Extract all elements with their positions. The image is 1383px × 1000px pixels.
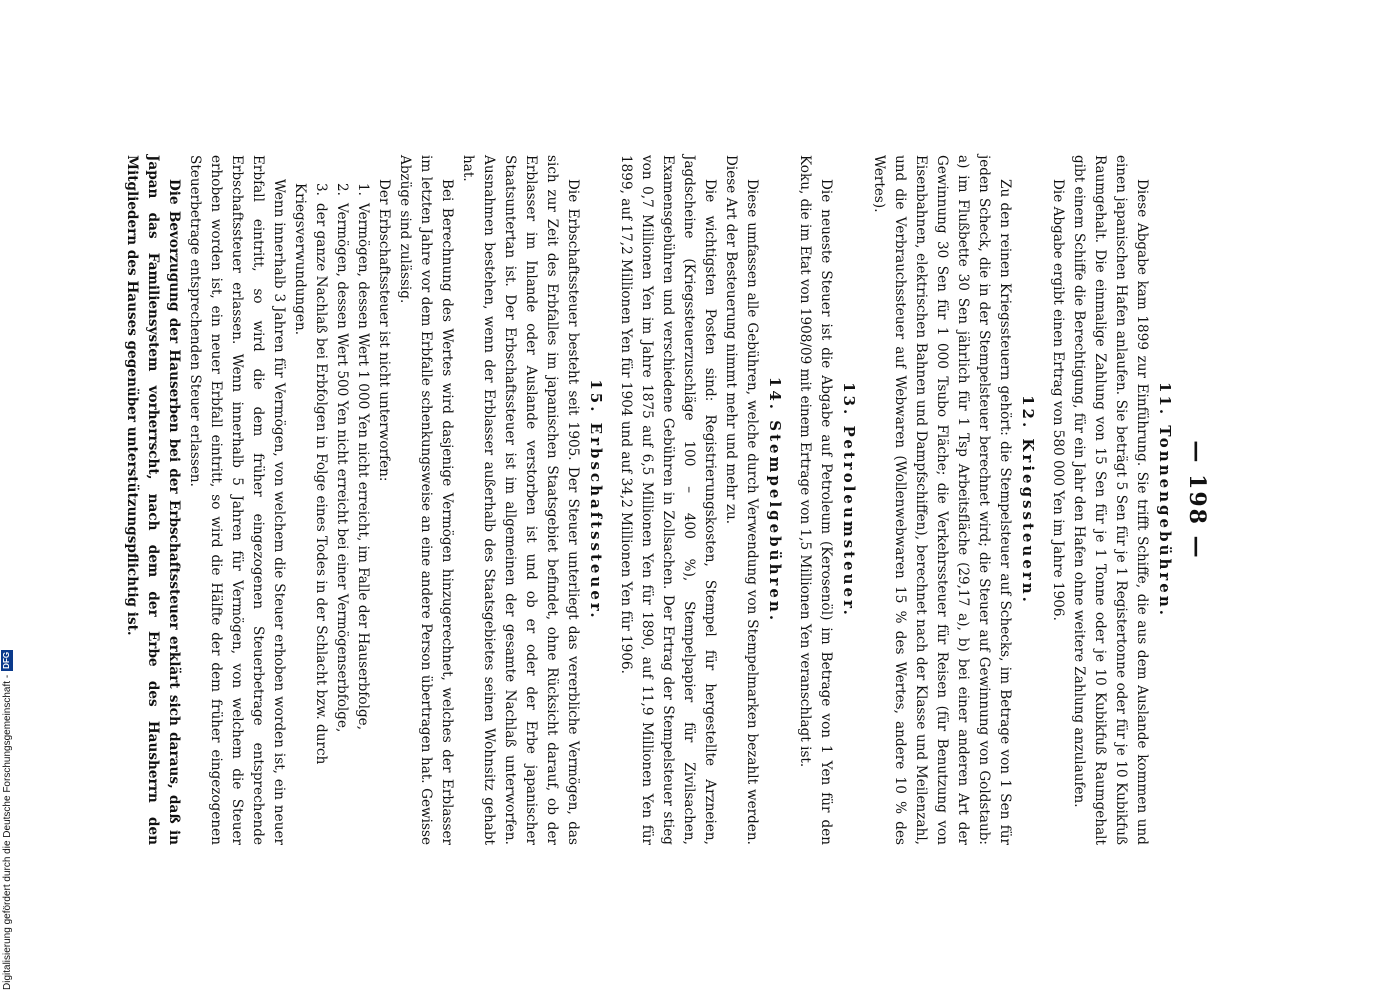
paragraph: Die Erbschaftssteuer besteht seit 1905. Der Steuer unterliegt das vererbliche Vermögen, das sich zur Zeit des Erbfalles im japanischen Staatsgebiet befindet, ohne Rücksicht darauf, ob der Erblasser im Inlande oder Auslande verstorben ist und ob er oder der Erbe japanischer Staatsuntertan ist. Der Erbschaftssteuer ist im allgemeinen der gesamte Nachlaß unterworfen. Ausnahmen bestehen, wenn der Erblasser außerhalb des Staatsgebietes seinen Wohnsitz gehabt hat. (460, 155, 581, 845)
list-text: Vermögen, dessen Wert 1 000 Yen nicht erreicht, im Falle der Hauserbfolge, (355, 203, 371, 731)
list-item (331, 183, 352, 845)
paragraph: Zu den reinen Kriegssteuern gehört: die Stempelsteuer auf Schecks, im Betrage von 1 Sen für jeden Scheck, die in der Stempelsteuer berechnet wird; die Steuer auf Gewinnung von Goldstaub: a) im Flußbette 30 Sen jährlich für 1 Tsp Arbeitsfläche (29,17 a), b) bei einer anderen Art der Gewinnung 30 Sen für 1 000 Tsubo Fläche; die Verkehrssteuer für Reisen (für Benutzung von Eisenbahnen, elektrischen Bahnen und Dampfschiffen), berechnet nach der Klasse und Meilenzahl, und die Verbrauchssteuer auf Webwaren (Wollenwebwaren 15 % des Wertes, andere 10 % des Wertes). (871, 155, 1013, 845)
list-item (352, 183, 373, 845)
paragraph: Wenn innerhalb 3 Jahren für Vermögen, von welchem die Steuer erhoben worden ist, ein neuer Erbfall eintritt, so wird die dem früher eingezogenen Steuerbetrage entsprechende Erbschaftssteuer erlassen. Wenn innerhalb 5 Jahren für Vermögen, von welchem die Steuer erhoben worden ist, ein neuer Erbfall eintritt, so wird die Hälfte der dem früher eingezogenen Steuerbetrage entsprechenden Steuer erlassen. (187, 155, 287, 845)
paragraph: Diese Abgabe kam 1899 zur Einführung. Sie trifft Schiffe, die aus dem Auslande kommen und einen japanischen Hafen anlaufen. Sie beträgt 5 Sen für je 1 Registertonne oder für je 10 Kubikfuß Raumgehalt. Die einmalige Zahlung von 15 Sen für je 1 Tonne oder je 10 Kubikfuß Raumgehalt gibt einem Schiffe die Berechtigung, für ein Jahr den Hafen ohne weitere Zahlung anzulaufen. (1071, 155, 1150, 845)
list-item (310, 183, 331, 845)
document-page (124, 155, 1210, 845)
page-number: — 198 — (1184, 440, 1210, 560)
list-number: 3. (313, 183, 329, 196)
section-tonnengebuehren (1047, 155, 1174, 845)
list-continuation: Kriegsverwundungen. (292, 183, 308, 336)
section-heading: 11. Tonnengebühren. (1156, 382, 1174, 618)
list-text: der ganze Nachlaß bei Erbfolgen in Folge eines Todes in der Schlacht bzw. durch (313, 203, 329, 765)
list-number: 1. (355, 183, 371, 196)
section-erbschaftssteuer (121, 155, 605, 845)
dfg-logo: DFG (2, 651, 11, 669)
section-petroleumsteuer (794, 155, 858, 845)
exemption-list (310, 155, 373, 845)
section-heading: 15. Erbschaftssteuer. (587, 379, 605, 621)
section-heading: 12. Kriegssteuern. (1019, 395, 1037, 605)
paragraph: Diese umfassen alle Gebühren, welche durch Verwendung von Stempelmarken bezahlt werden. Diese Art der Besteuerung nimmt mehr und mehr zu. (723, 155, 760, 845)
section-heading: 13. Petroleumsteuer. (840, 382, 858, 618)
paragraph: Der Erbschaftssteuer ist nicht unterworfen: (376, 179, 392, 482)
credit-text: Digitalisierung gefördert durch die Deutsche Forschungsgemeinschaft - (1, 674, 13, 990)
list-text: Vermögen, dessen Wert 500 Yen nicht erreicht bei einer Vermögenserbfolge, (334, 203, 350, 733)
section-kriegssteuern (868, 155, 1037, 845)
list-number: 2. (334, 183, 350, 196)
section-stempelgebuehren (615, 155, 784, 845)
section-heading: 14. Stempelgebühren. (766, 376, 784, 624)
paragraph: Die wichtigsten Posten sind: Registrierungskosten, Stempel für hergestellte Arzneien, Jagdscheine (Kriegssteuerzuschläge 100 – 400 %), Stempelpapier für Zivilsachen, Examensgebühren und verschiedene Gebühren in Zollsachen. Der Ertrag der Stempelsteuer stieg von 0,7 Millionen Yen im Jahre 1875 auf 6,5 Millionen Yen für 1890, auf 11,9 Millionen Yen für 1899, auf 17,2 Millionen Yen für 1904 und auf 34,2 Millionen Yen für 1906. (618, 155, 718, 845)
paragraph-bold: Die Bevorzugung der Hauserben bei der Erbschaftssteuer erklärt sich daraus, daß in Japan das Familiensystem vorherrscht, nach dem der Erbe des Hausherrn den Mitgliedern des Hauses gegenüber unterstützungspflichtig ist. (124, 155, 182, 845)
paragraph: Die Abgabe ergibt einen Ertrag von 580 000 Yen im Jahre 1906. (1050, 179, 1066, 621)
paragraph: Bei Berechnung des Wertes wird dasjenige Vermögen hinzugerechnet, welches der Erblasser im letzten Jahre vor dem Erbfalle schenkungsweise an eine andere Person übertragen hat. Gewisse Abzüge sind zulässig. (397, 155, 455, 845)
paragraph: Die neueste Steuer ist die Abgabe auf Petroleum (Kerosenöl) im Betrage von 1 Yen für den Koku, die im Etat von 1908/09 mit einem Ertrage von 1,5 Millionen Yen veranschlagt ist. (797, 155, 834, 845)
digitization-credit (0, 600, 14, 990)
